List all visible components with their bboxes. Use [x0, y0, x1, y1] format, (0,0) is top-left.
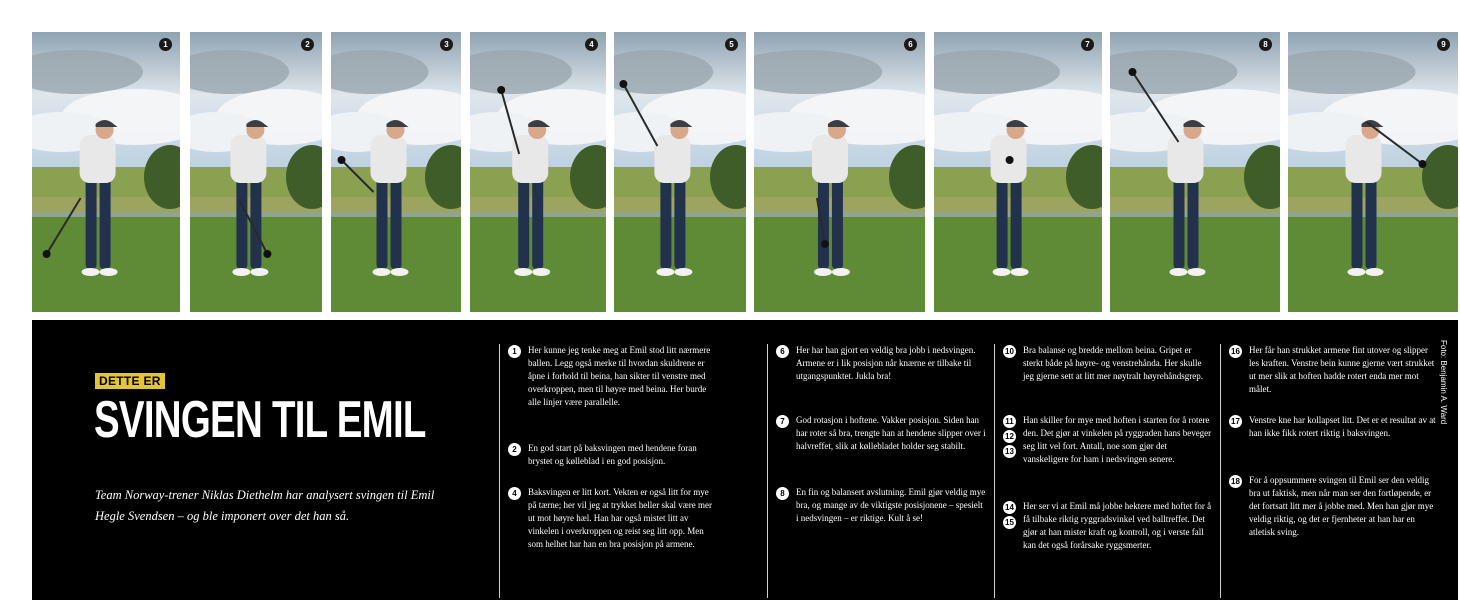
- swing-sequence-photos: [32, 32, 1458, 312]
- step-number-badges: [508, 344, 528, 409]
- step-number-badge: 18: [1229, 475, 1242, 488]
- step-number-badge: 12: [1003, 430, 1016, 443]
- analysis-step: [508, 442, 718, 468]
- analysis-column: [767, 344, 986, 598]
- analysis-column: [1220, 344, 1436, 598]
- step-number-badge: 2: [508, 443, 521, 456]
- golfer-photo: [614, 32, 746, 312]
- step-text: En god start på baksvingen med hendene foran brystet og kølleblad i en god posisjon.: [528, 443, 697, 466]
- step-number-badges: [1003, 501, 1016, 552]
- analysis-step: [776, 414, 986, 453]
- frame-number-badge: 1: [159, 38, 172, 51]
- step-text: God rotasjon i hoftene. Vakker posisjon. Siden han har roter så bra, trengte han at hendene slipper over i halvreffet, slik at køllebladet holder seg stabilt.: [796, 415, 986, 451]
- step-text: Her får han strukket armene fint utover og slipper les kraften. Venstre bein kunne gjerne vært strukket ut mer slik at hoften hadde rotert enda mer mot målet.: [1249, 345, 1435, 394]
- analysis-step: [1003, 414, 1213, 466]
- step-number-badges: [1229, 474, 1249, 539]
- step-number-badges: [508, 486, 528, 551]
- swing-photo: [1288, 32, 1458, 312]
- frame-number-badge: 5: [725, 38, 738, 51]
- golfer-photo: [1110, 32, 1280, 312]
- step-number-badges: [1229, 414, 1249, 440]
- golfer-photo: [1288, 32, 1458, 312]
- analysis-column: [994, 344, 1212, 598]
- step-number-badge: 6: [776, 345, 789, 358]
- step-text: Her ser vi at Emil må jobbe hektere med hoftet for å få tilbake riktig ryggradsvinkel ved balltreffet. Det gjør at han mister kraft og kontroll, og i verste fall kan det også forårsake ryggsmerter.: [1023, 501, 1212, 550]
- step-text: Venstre kne har kollapset litt. Det er et resultat av at han ikke fikk rotert riktig i baksvingen.: [1249, 415, 1436, 438]
- analysis-step: [508, 344, 718, 409]
- golfer-photo: [190, 32, 322, 312]
- analysis-step: [1229, 474, 1439, 539]
- golfer-photo: [331, 32, 461, 312]
- golfer-photo: [934, 32, 1102, 312]
- step-text: En fin og balansert avslutning. Emil gjør veldig mye bra, og mange av de viktigste posisjonene – spesielt i nedsvingen – er riktige. Kult å se!: [796, 487, 986, 523]
- step-number-badge: 8: [776, 487, 789, 500]
- golfer-photo: [470, 32, 606, 312]
- golfer-photo: [32, 32, 180, 312]
- swing-photo: [934, 32, 1102, 312]
- frame-number-badge: 8: [1259, 38, 1272, 51]
- step-text: Her kunne jeg tenke meg at Emil stod litt nærmere ballen. Legg også merke til hvordan skuldrene er åpne i forhold til beina, han sikter til venstre med overkroppen, men til høyre med beina. Her burde alle linjer være parallelle.: [528, 345, 711, 407]
- step-number-badge: 7: [776, 415, 789, 428]
- frame-number-badge: 2: [301, 38, 314, 51]
- photo-credit: Foto: Benjamin A. Ward: [1439, 340, 1448, 425]
- article-panel: [32, 320, 1458, 600]
- swing-photo: [190, 32, 322, 312]
- swing-photo: [32, 32, 180, 312]
- step-text: Han skiller for mye med hoften i starten for å rotere den. Det gjør at vinkelen på ryggraden hans beveger seg litt vel fort. Antall, noe som gjør det vanskeligere for ham i nedsvingen senere.: [1023, 415, 1212, 464]
- step-number-badge: 10: [1003, 345, 1016, 358]
- step-text: For å oppsummere svingen til Emil ser den veldig bra ut faktisk, men når man ser den fortløpende, er det fortsatt litt mer å jobbe med. Men han gjør mye veldig riktig, og det er fjernheter at han har en atletisk sving.: [1249, 475, 1434, 537]
- step-number-badges: [776, 486, 796, 525]
- analysis-step: [776, 486, 986, 525]
- kicker-label: DETTE ER: [95, 373, 165, 389]
- step-number-badge: 14: [1003, 501, 1016, 514]
- swing-photo: [470, 32, 606, 312]
- golfer-photo: [754, 32, 925, 312]
- frame-number-badge: 3: [440, 38, 453, 51]
- step-number-badges: [508, 442, 528, 468]
- swing-photo: [331, 32, 461, 312]
- analysis-step: [1003, 344, 1213, 383]
- step-number-badge: 15: [1003, 516, 1016, 529]
- analysis-step: [776, 344, 986, 383]
- frame-number-badge: 4: [585, 38, 598, 51]
- frame-number-badge: 7: [1081, 38, 1094, 51]
- frame-number-badge: 6: [904, 38, 917, 51]
- step-number-badge: 11: [1003, 415, 1016, 428]
- step-number-badges: [1003, 415, 1016, 466]
- step-number-badge: 16: [1229, 345, 1242, 358]
- analysis-step: [1229, 344, 1439, 396]
- analysis-step: [508, 486, 718, 551]
- analysis-step: [1003, 500, 1213, 552]
- analysis-step: [1229, 414, 1439, 440]
- swing-photo: [754, 32, 925, 312]
- step-number-badge: 1: [508, 345, 521, 358]
- swing-photo: [614, 32, 746, 312]
- frame-number-badge: 9: [1437, 38, 1450, 51]
- step-number-badges: [1229, 344, 1249, 396]
- step-text: Baksvingen er litt kort. Vekten er også litt for mye på tærne; her vil jeg at trykket heller skal være mer ut mot høyre hæl. Han har også mistet litt av vinkelen i overkroppen og reist seg litt opp. Men som helhet har han en bra posisjon på armene.: [528, 487, 712, 549]
- step-number-badge: 4: [508, 487, 521, 500]
- step-number-badge: 17: [1229, 415, 1242, 428]
- article-title: SVINGEN TIL EMIL: [94, 391, 426, 449]
- step-text: Bra balanse og bredde mellom beina. Gripet er sterkt både på høyre- og venstrehånda. Her skulle jeg gjerne sett at litt mer nøytralt høyrehåndsgrep.: [1023, 345, 1203, 381]
- swing-photo: [1110, 32, 1280, 312]
- step-text: Her har han gjort en veldig bra jobb i nedsvingen. Armene er i lik posisjon når knærne er tilbake til utgangspunktet. Jukla bra!: [796, 345, 976, 381]
- analysis-column: [499, 344, 712, 598]
- step-number-badges: [1003, 344, 1023, 383]
- step-number-badge: 13: [1003, 445, 1016, 458]
- article-intro: Team Norway-trener Niklas Diethelm har analysert svingen til Emil Hegle Svendsen – og ble imponert over det han så.: [95, 488, 435, 523]
- step-number-badges: [776, 414, 796, 453]
- step-number-badges: [776, 344, 796, 383]
